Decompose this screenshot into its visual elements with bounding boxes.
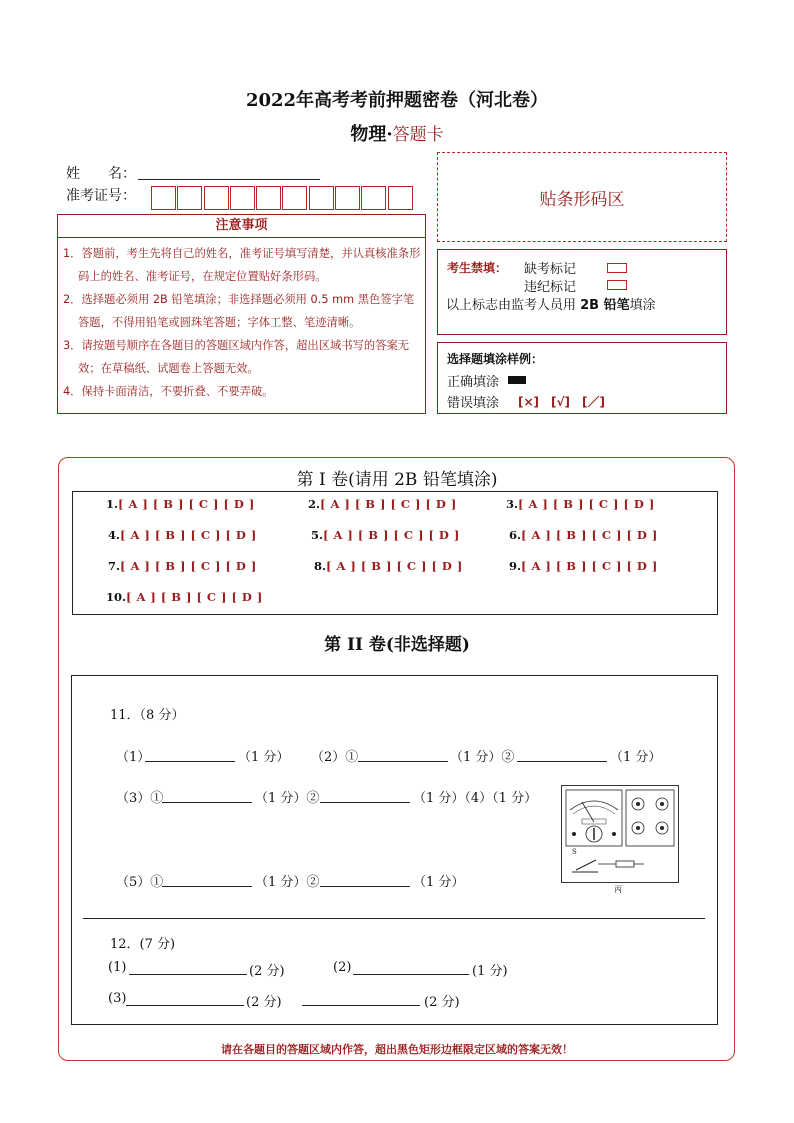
q12-3-label: (3) [108, 991, 127, 1006]
q12-2-score: (1 分) [472, 964, 508, 979]
multimeter-diagram [562, 786, 678, 882]
q12-3-blank[interactable] [126, 1005, 244, 1006]
violation-label: 违纪标记 [524, 280, 577, 295]
section2-title: 第 II 卷(非选择题) [324, 635, 470, 655]
mc-question-5[interactable]: 5.[ A ] [ B ] [ C ] [ D ] [311, 528, 460, 542]
q12-1-label: (1) [108, 960, 127, 975]
id-label: 准考证号： [66, 188, 136, 204]
q11-3-label: （3）① [116, 791, 164, 806]
wrong-marks: [×] [√] [／] [518, 395, 605, 409]
q12-1-blank[interactable] [129, 974, 247, 975]
mc-question-8[interactable]: 8.[ A ] [ B ] [ C ] [ D ] [314, 559, 463, 573]
q11-3b-4-score: （1 分）（4）（1 分） [413, 791, 538, 806]
mc-question-10[interactable]: 10.[ A ] [ B ] [ C ] [ D ] [106, 590, 263, 604]
examiner-only-box [437, 249, 727, 335]
footer-warning: 请在各题目的答题区域内作答，超出黑色矩形边框限定区域的答案无效！ [221, 1043, 573, 1056]
id-digit-box[interactable] [335, 186, 360, 210]
q11-2a-blank[interactable] [358, 761, 448, 762]
wrong-label: 错误填涂 [447, 396, 500, 411]
q12-1-score: (2 分) [249, 964, 285, 979]
id-number-boxes[interactable] [151, 186, 414, 210]
mc-question-3[interactable]: 3.[ A ] [ B ] [ C ] [ D ] [506, 497, 655, 511]
barcode-area: 贴条形码区 [437, 152, 727, 242]
mc-question-9[interactable]: 9.[ A ] [ B ] [ C ] [ D ] [509, 559, 658, 573]
q12-3-score: (2 分) [246, 995, 282, 1010]
id-digit-box[interactable] [177, 186, 202, 210]
mc-question-2[interactable]: 2.[ A ] [ B ] [ C ] [ D ] [308, 497, 457, 511]
q11-3b-blank[interactable] [320, 802, 410, 803]
q11-5a-blank[interactable] [162, 886, 252, 887]
subject-label: 物理· [350, 124, 393, 145]
correct-label: 正确填涂 [447, 375, 500, 390]
sample-heading: 选择题填涂样例： [447, 352, 544, 366]
q12-4-blank[interactable] [302, 1005, 420, 1006]
mc-question-4[interactable]: 4.[ A ] [ B ] [ C ] [ D ] [108, 528, 257, 542]
notice-box [57, 214, 426, 414]
q12-4-score: (2 分) [424, 995, 460, 1010]
mc-question-1[interactable]: 1.[ A ] [ B ] [ C ] [ D ] [106, 497, 255, 511]
notice-item: 3．请按题号顺序在各题目的答题区域内作答，超出区域书写的答案无效；在草稿纸、试题卷上答题无效。 [63, 339, 410, 375]
q12-heading: 12．(7 分) [110, 937, 176, 952]
notice-item: 2．选择题必须用 2B 铅笔填涂；非选择题必须用 0.5 mm 黑色签字笔答题，不得用铅笔或圆珠笔答题；字体工整、笔迹清晰。 [63, 293, 415, 329]
name-field[interactable] [138, 179, 320, 180]
q11-5b-blank[interactable] [320, 886, 410, 887]
id-digit-box[interactable] [309, 186, 334, 210]
page-title: 2022年高考考前押题密卷（河北卷） [245, 90, 549, 111]
violation-mark-box[interactable] [607, 280, 627, 290]
mc-question-7[interactable]: 7.[ A ] [ B ] [ C ] [ D ] [108, 559, 257, 573]
filled-mark-sample [508, 376, 526, 384]
id-digit-box[interactable] [256, 186, 281, 210]
fill-sample-box [437, 342, 727, 414]
q11-3a-blank[interactable] [162, 802, 252, 803]
section1-title: 第 I 卷(请用 2B 铅笔填涂) [296, 470, 498, 490]
figure-caption: 丙 [614, 885, 622, 894]
q11-1-blank[interactable] [145, 761, 235, 762]
forbid-label: 考生禁填： [447, 261, 508, 275]
q11-2a-score: （1 分）② [450, 750, 515, 765]
q11-2b-score: （1 分） [610, 750, 662, 765]
id-digit-box[interactable] [230, 186, 255, 210]
q11-5a-score: （1 分）② [255, 875, 320, 890]
q11-5-label: （5）① [116, 875, 164, 890]
notice-heading: 注意事项 [58, 215, 425, 238]
id-digit-box[interactable] [151, 186, 176, 210]
name-label: 姓 名： [66, 166, 136, 182]
absent-mark-box[interactable] [607, 263, 627, 273]
id-digit-box[interactable] [282, 186, 307, 210]
q11-2-label: （2）① [311, 750, 359, 765]
id-digit-box[interactable] [388, 186, 413, 210]
q11-5b-score: （1 分） [413, 875, 465, 890]
switch-label: S [572, 848, 577, 856]
question-divider [83, 918, 705, 919]
q11-heading: 11．（8 分） [110, 708, 185, 723]
forbid-note: 以上标志由监考人员用 2B 铅笔填涂 [446, 298, 656, 313]
absent-label: 缺考标记 [524, 262, 577, 277]
card-label: 答题卡 [392, 125, 444, 145]
circuit-figure [561, 785, 679, 883]
q11-3a-score: （1 分）② [255, 791, 320, 806]
q11-1-score: （1 分） [238, 750, 290, 765]
q12-2-label: (2) [333, 960, 352, 975]
q11-1-label: （1） [116, 750, 151, 765]
q12-2-blank[interactable] [353, 974, 469, 975]
page-subtitle [0, 120, 794, 146]
mc-question-6[interactable]: 6.[ A ] [ B ] [ C ] [ D ] [509, 528, 658, 542]
id-digit-box[interactable] [204, 186, 229, 210]
notice-item: 4．保持卡面清洁，不要折叠、不要弄破。 [63, 385, 274, 398]
q11-2b-blank[interactable] [517, 761, 607, 762]
id-digit-box[interactable] [361, 186, 386, 210]
notice-item: 1．答题前，考生先将自己的姓名，准考证号填写清楚，并认真核准条形码上的姓名、准考证号，在规定位置贴好条形码。 [63, 247, 421, 283]
